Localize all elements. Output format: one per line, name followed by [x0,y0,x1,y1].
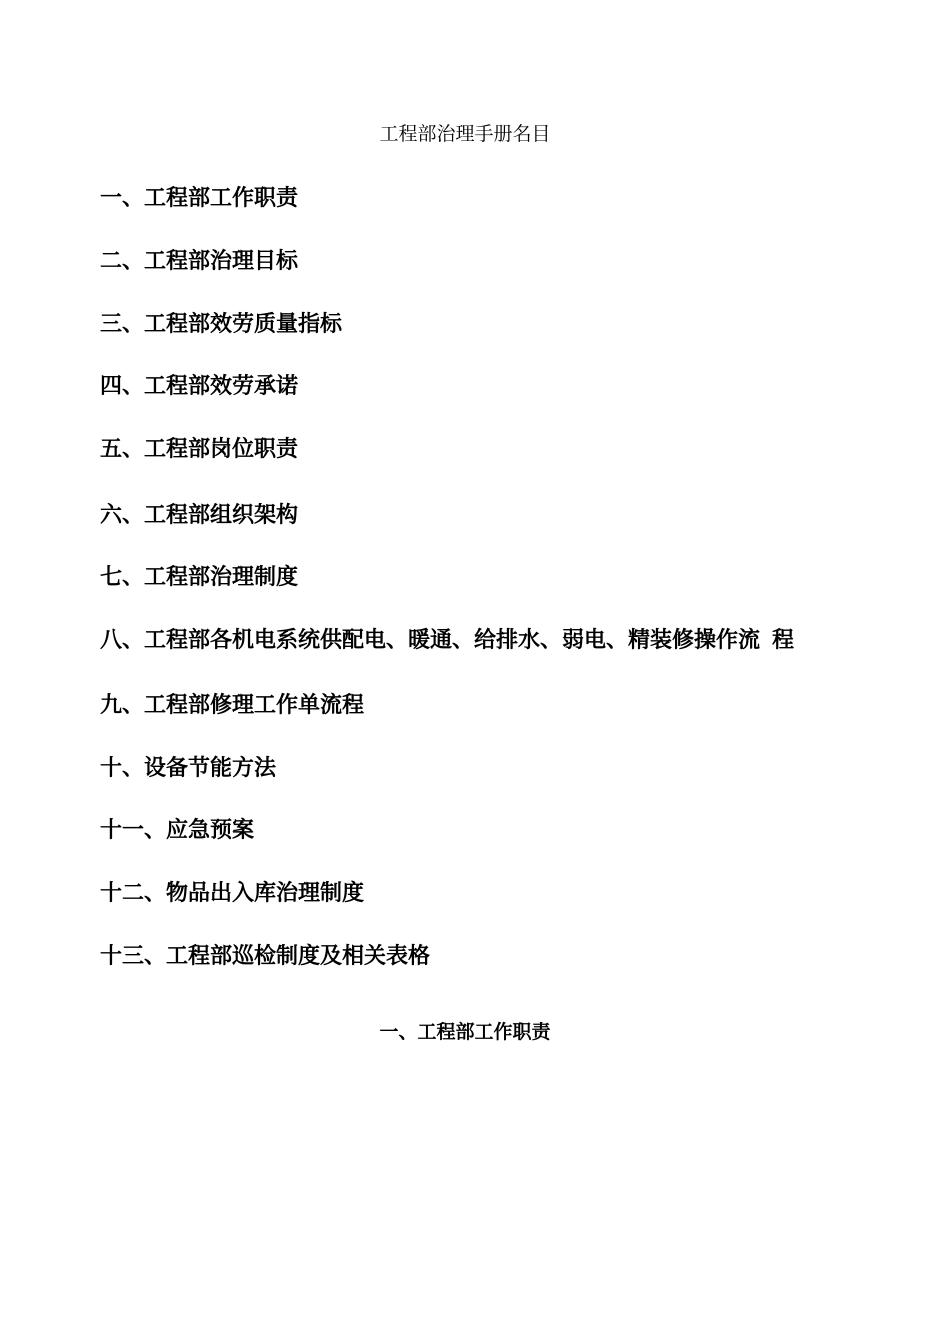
toc-item-2: 二、工程部治理目标 [100,249,299,274]
toc-item-5: 五、工程部岗位职责 [100,437,299,462]
toc-item-8-end: 程 [772,628,795,653]
toc-item-10: 十、设备节能方法 [100,756,277,781]
toc-item-8 [100,627,794,655]
toc-item-12: 十二、物品出入库治理制度 [100,881,365,906]
toc-item-3: 三、工程部效劳质量指标 [100,312,343,337]
toc-item-13: 十三、工程部巡检制度及相关表格 [100,944,431,969]
toc-item-6: 六、工程部组织架构 [100,503,299,528]
toc-item-4: 四、工程部效劳承诺 [100,374,299,399]
toc-item-9: 九、工程部修理工作单流程 [100,693,365,718]
section-heading: 一、工程部工作职责 [379,1021,551,1043]
toc-item-7: 七、工程部治理制度 [100,565,299,590]
toc-item-11: 十一、应急预案 [100,818,255,843]
document-title: 工程部治理手册名目 [379,123,551,145]
toc-item-1: 一、工程部工作职责 [100,186,299,211]
toc-item-8-text: 八、工程部各机电系统供配电、暖通、给排水、弱电、精装修操作流 [100,628,761,653]
